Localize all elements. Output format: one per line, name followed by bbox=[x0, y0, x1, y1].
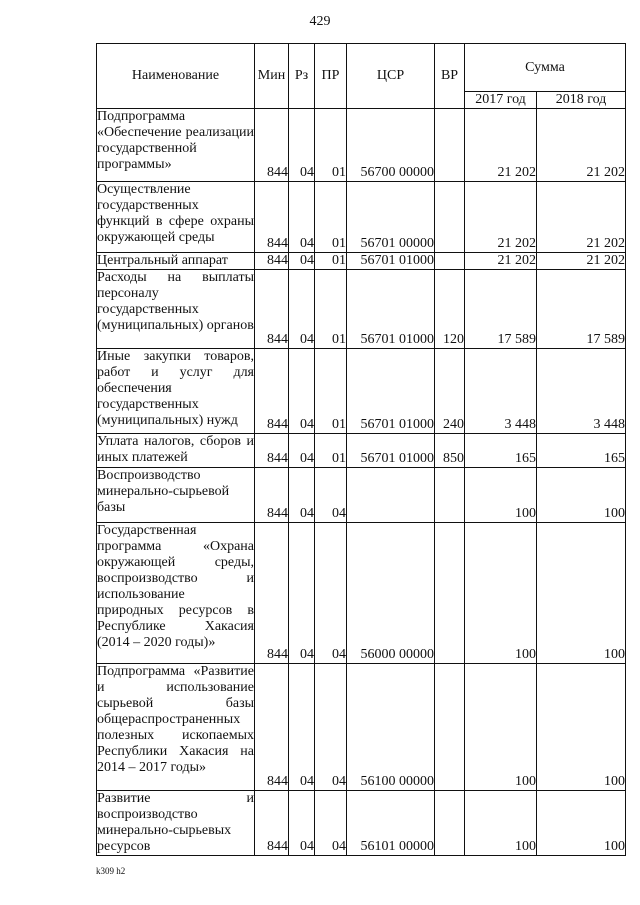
row-vr: 120 bbox=[435, 270, 465, 349]
row-sum-2018: 100 bbox=[537, 468, 626, 523]
row-vr bbox=[435, 468, 465, 523]
row-rz: 04 bbox=[289, 434, 315, 468]
row-sum-2018: 21 202 bbox=[537, 109, 626, 182]
table-row bbox=[97, 349, 626, 434]
row-rz: 04 bbox=[289, 253, 315, 270]
row-sum-2017: 21 202 bbox=[465, 253, 537, 270]
header-min: Мин bbox=[255, 44, 289, 109]
row-vr: 850 bbox=[435, 434, 465, 468]
budget-table bbox=[96, 43, 626, 856]
table-row bbox=[97, 791, 626, 856]
row-sum-2018: 165 bbox=[537, 434, 626, 468]
row-csr: 56100 00000 bbox=[347, 664, 435, 791]
header-vr: ВР bbox=[435, 44, 465, 109]
footer-code: k309 h2 bbox=[96, 866, 126, 876]
row-name: Подпрограмма «Развитие и использование сырьевой базы общераспространенных полезных ископаемых Республики Хакасия на 2014 – 2017 годы» bbox=[97, 664, 255, 791]
row-min: 844 bbox=[255, 270, 289, 349]
row-min: 844 bbox=[255, 182, 289, 253]
row-vr bbox=[435, 109, 465, 182]
row-vr bbox=[435, 182, 465, 253]
table-row bbox=[97, 664, 626, 791]
row-rz: 04 bbox=[289, 791, 315, 856]
table-row bbox=[97, 468, 626, 523]
row-pr: 04 bbox=[315, 791, 347, 856]
row-csr: 56101 00000 bbox=[347, 791, 435, 856]
row-sum-2017: 21 202 bbox=[465, 109, 537, 182]
row-sum-2018: 21 202 bbox=[537, 253, 626, 270]
row-rz: 04 bbox=[289, 468, 315, 523]
row-sum-2017: 100 bbox=[465, 791, 537, 856]
row-sum-2017: 21 202 bbox=[465, 182, 537, 253]
row-vr bbox=[435, 253, 465, 270]
row-name: Осуществление государственных функций в сфере охраны окружающей среды bbox=[97, 182, 255, 253]
row-name: Подпрограмма «Обеспечение реализации государственной программы» bbox=[97, 109, 255, 182]
row-pr: 01 bbox=[315, 349, 347, 434]
row-sum-2017: 3 448 bbox=[465, 349, 537, 434]
row-csr: 56701 01000 bbox=[347, 253, 435, 270]
row-min: 844 bbox=[255, 109, 289, 182]
table-row bbox=[97, 253, 626, 270]
row-min: 844 bbox=[255, 349, 289, 434]
row-csr: 56000 00000 bbox=[347, 523, 435, 664]
header-sum: Сумма bbox=[465, 44, 626, 92]
row-rz: 04 bbox=[289, 182, 315, 253]
row-csr bbox=[347, 468, 435, 523]
row-sum-2018: 100 bbox=[537, 791, 626, 856]
header-year-2018: 2018 год bbox=[537, 92, 626, 109]
row-sum-2017: 100 bbox=[465, 523, 537, 664]
row-sum-2018: 21 202 bbox=[537, 182, 626, 253]
row-pr: 01 bbox=[315, 434, 347, 468]
row-sum-2017: 17 589 bbox=[465, 270, 537, 349]
row-name: Воспроизводство минерально-сырьевой базы bbox=[97, 468, 255, 523]
row-name: Уплата налогов, сборов и иных платежей bbox=[97, 434, 255, 468]
table-row bbox=[97, 109, 626, 182]
header-name: Наименование bbox=[97, 44, 255, 109]
row-min: 844 bbox=[255, 434, 289, 468]
table-row bbox=[97, 523, 626, 664]
row-name: Государственная программа «Охрана окружающей среды, воспроизводство и использование природных ресурсов в Республике Хакасия (2014 – 2020 годы)» bbox=[97, 523, 255, 664]
row-pr: 01 bbox=[315, 109, 347, 182]
row-pr: 04 bbox=[315, 523, 347, 664]
table-row bbox=[97, 434, 626, 468]
row-sum-2018: 100 bbox=[537, 523, 626, 664]
row-csr: 56701 00000 bbox=[347, 182, 435, 253]
table-row bbox=[97, 270, 626, 349]
header-year-2017: 2017 год bbox=[465, 92, 537, 109]
row-rz: 04 bbox=[289, 270, 315, 349]
row-vr bbox=[435, 791, 465, 856]
row-min: 844 bbox=[255, 523, 289, 664]
row-pr: 01 bbox=[315, 253, 347, 270]
header-csr: ЦСР bbox=[347, 44, 435, 109]
row-pr: 04 bbox=[315, 664, 347, 791]
row-name: Расходы на выплаты персоналу государственных (муниципальных) органов bbox=[97, 270, 255, 349]
row-csr: 56701 01000 bbox=[347, 349, 435, 434]
row-sum-2017: 165 bbox=[465, 434, 537, 468]
row-sum-2018: 3 448 bbox=[537, 349, 626, 434]
row-vr bbox=[435, 664, 465, 791]
header-pr: ПР bbox=[315, 44, 347, 109]
row-sum-2017: 100 bbox=[465, 664, 537, 791]
header-rz: Рз bbox=[289, 44, 315, 109]
row-pr: 01 bbox=[315, 270, 347, 349]
row-csr: 56701 01000 bbox=[347, 434, 435, 468]
row-min: 844 bbox=[255, 468, 289, 523]
row-sum-2018: 17 589 bbox=[537, 270, 626, 349]
row-rz: 04 bbox=[289, 349, 315, 434]
row-sum-2017: 100 bbox=[465, 468, 537, 523]
row-sum-2018: 100 bbox=[537, 664, 626, 791]
table-row bbox=[97, 182, 626, 253]
row-vr: 240 bbox=[435, 349, 465, 434]
row-min: 844 bbox=[255, 664, 289, 791]
row-name: Иные закупки товаров, работ и услуг для обеспечения государственных (муниципальных) нужд bbox=[97, 349, 255, 434]
row-rz: 04 bbox=[289, 109, 315, 182]
row-min: 844 bbox=[255, 253, 289, 270]
row-min: 844 bbox=[255, 791, 289, 856]
row-rz: 04 bbox=[289, 664, 315, 791]
row-pr: 04 bbox=[315, 468, 347, 523]
row-name: Развитие и воспроизводство минерально-сырьевых ресурсов bbox=[97, 791, 254, 854]
row-vr bbox=[435, 523, 465, 664]
row-rz: 04 bbox=[289, 523, 315, 664]
row-csr: 56701 01000 bbox=[347, 270, 435, 349]
row-pr: 01 bbox=[315, 182, 347, 253]
row-name: Центральный аппарат bbox=[97, 253, 255, 270]
row-csr: 56700 00000 bbox=[347, 109, 435, 182]
page-number: 429 bbox=[309, 14, 331, 29]
